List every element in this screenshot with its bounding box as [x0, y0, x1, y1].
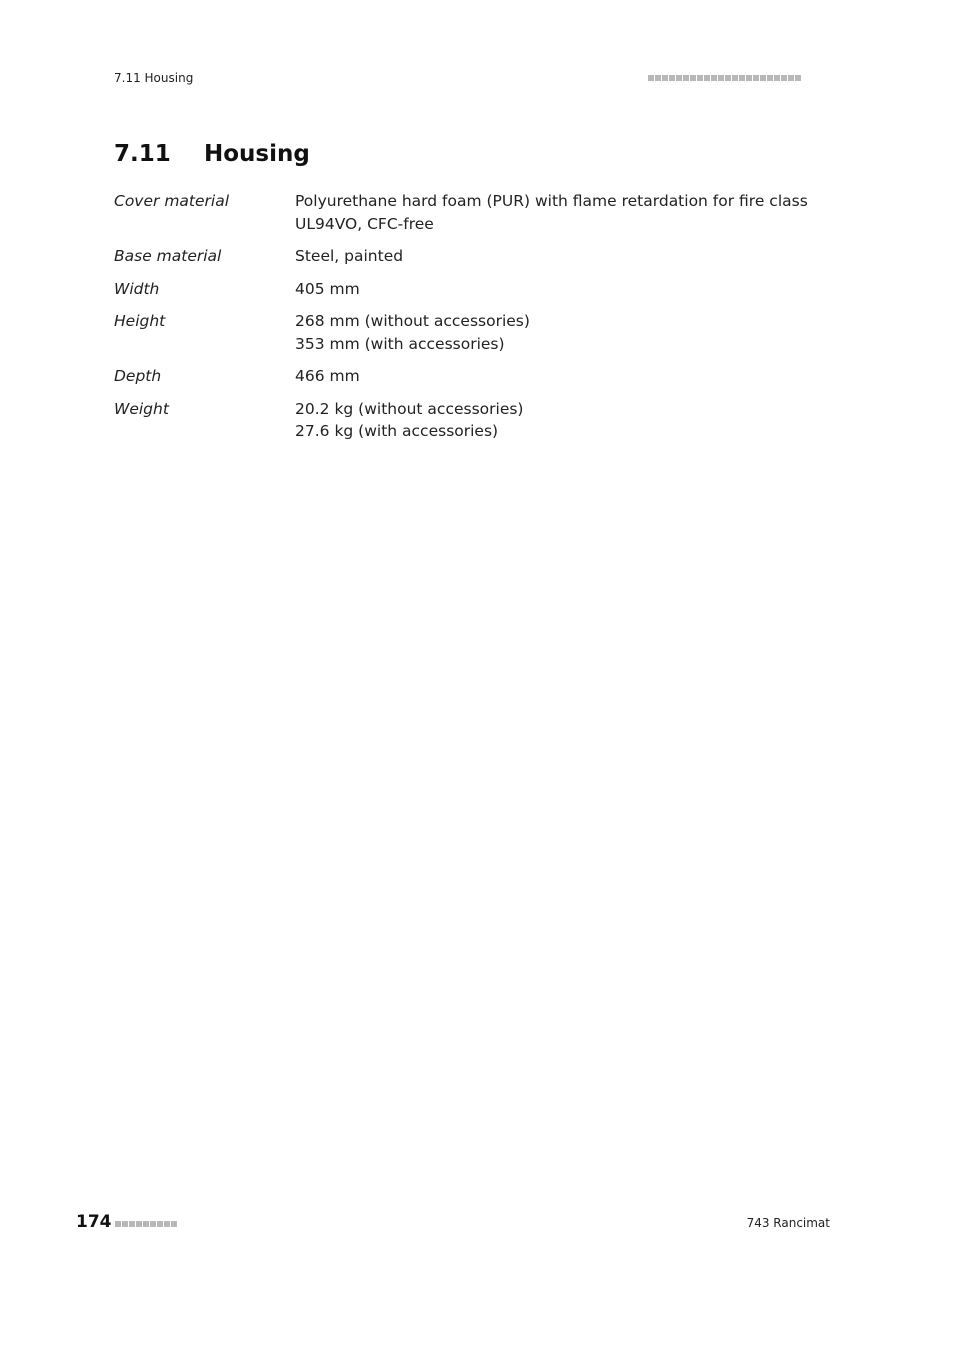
spec-value-line: 353 mm (with accessories) [295, 334, 505, 353]
decoration-square [655, 75, 661, 81]
decoration-square [150, 1221, 156, 1227]
spec-value [295, 278, 834, 301]
section-heading [114, 141, 310, 167]
spec-value [295, 190, 834, 235]
decoration-square [157, 1221, 163, 1227]
spec-row [114, 365, 834, 388]
spec-value [295, 310, 834, 355]
spec-value [295, 398, 834, 443]
section-title: Housing [204, 141, 310, 167]
spec-value-line: 27.6 kg (with accessories) [295, 422, 499, 440]
spec-value-line: 20.2 kg (without accessories) [295, 399, 524, 418]
product-name: 743 Rancimat [746, 1216, 830, 1230]
decoration-square [171, 1221, 177, 1227]
spec-label: Height [114, 312, 166, 330]
decoration-square [136, 1221, 142, 1227]
decoration-square [732, 75, 738, 81]
spec-label: Width [114, 279, 160, 298]
section-number: 7.11 [114, 141, 171, 167]
decoration-square [739, 75, 745, 81]
decoration-square [760, 75, 766, 81]
spec-label: Base material [114, 247, 222, 265]
running-title: 7.11 Housing [114, 71, 194, 85]
decoration-square [129, 1221, 135, 1227]
decoration-square [746, 75, 752, 81]
spec-row [114, 190, 834, 235]
decoration-square [753, 75, 759, 81]
decoration-square [795, 75, 801, 81]
spec-value-line: 405 mm [295, 279, 360, 298]
decoration-square [122, 1221, 128, 1227]
spec-label: Weight [114, 399, 169, 418]
decoration-square [143, 1221, 149, 1227]
spec-value-line: Steel, painted [295, 247, 404, 265]
decoration-square [648, 75, 654, 81]
spec-value-line: 466 mm [295, 367, 360, 385]
spec-value [295, 245, 834, 268]
spec-value-line: UL94VO, CFC-free [295, 214, 434, 233]
footer-decoration [115, 1221, 177, 1227]
decoration-square [697, 75, 703, 81]
spec-row [114, 245, 834, 268]
decoration-square [676, 75, 682, 81]
decoration-square [669, 75, 675, 81]
decoration-square [774, 75, 780, 81]
decoration-square [711, 75, 717, 81]
header-decoration [648, 75, 801, 81]
spec-value [295, 365, 834, 388]
decoration-square [725, 75, 731, 81]
decoration-square [767, 75, 773, 81]
decoration-square [164, 1221, 170, 1227]
decoration-square [781, 75, 787, 81]
decoration-square [718, 75, 724, 81]
spec-row [114, 398, 834, 443]
spec-row [114, 278, 834, 301]
spec-value-line: Polyurethane hard foam (PUR) with flame retardation for fire class [295, 192, 808, 210]
spec-label: Cover material [114, 192, 230, 210]
decoration-square [662, 75, 668, 81]
spec-value-line: 268 mm (without accessories) [295, 312, 530, 330]
decoration-square [690, 75, 696, 81]
spec-table [114, 190, 834, 453]
decoration-square [788, 75, 794, 81]
decoration-square [704, 75, 710, 81]
page-number: 174 [76, 1212, 112, 1232]
spec-label: Depth [114, 367, 162, 385]
spec-row [114, 310, 834, 355]
decoration-square [683, 75, 689, 81]
decoration-square [115, 1221, 121, 1227]
